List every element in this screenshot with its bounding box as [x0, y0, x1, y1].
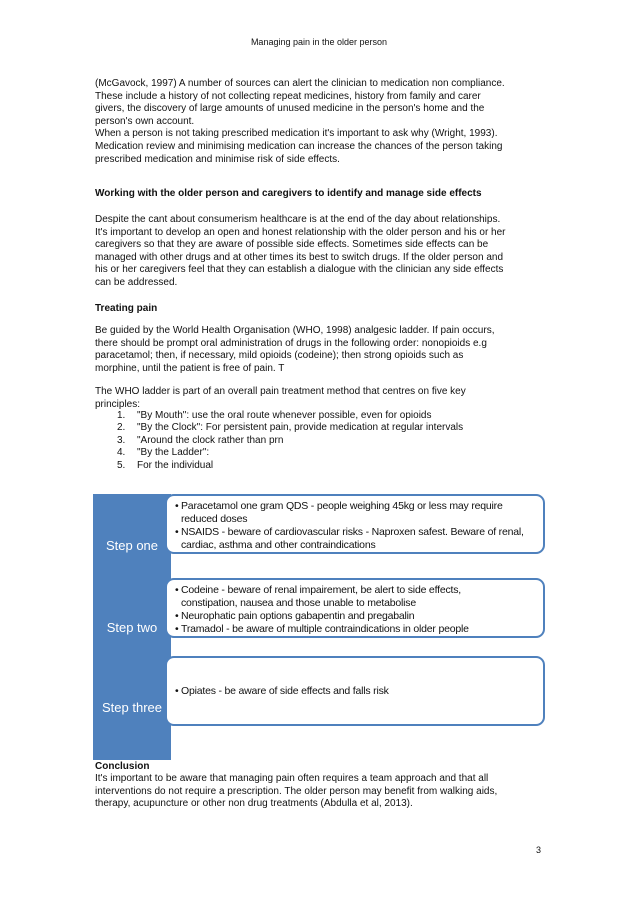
bullet-icon: •: [175, 623, 179, 635]
step-two-bullets: [175, 584, 547, 636]
list-text: "By the Ladder":: [137, 447, 210, 459]
bullet-icon: •: [175, 610, 179, 622]
body-paragraph: [95, 386, 550, 411]
intro-paragraph: [95, 78, 550, 166]
step-two-box: [93, 578, 171, 656]
step-one-box: [93, 494, 171, 578]
text-line: It's important to be aware that managing pain often requires a team approach and that all: [95, 773, 489, 784]
list-number: 4.: [117, 447, 126, 459]
step-three-box: [93, 656, 171, 760]
section-heading: Working with the older person and caregivers to identify and manage side effects: [95, 188, 482, 199]
section-heading: Conclusion: [95, 761, 150, 772]
conclusion-paragraph: [95, 773, 550, 811]
list-number: 5.: [117, 459, 126, 471]
text-line: When a person is not taking prescribed medication it's important to ask why (Wright, 1993).: [95, 128, 498, 140]
bullet-text: Tramadol - be aware of multiple contraindications in older people: [181, 623, 469, 635]
bullet-text: Codeine - beware of renal impairement, be alert to side effects,: [181, 584, 461, 596]
text-line: principles:: [95, 398, 141, 410]
text-line: These include a history of not collecting repeat medicines, history from family and carer: [95, 90, 481, 102]
bullet-item: [175, 584, 547, 597]
list-text: "By Mouth": use the oral route whenever possible, even for opioids: [137, 410, 432, 421]
list-item: [117, 410, 547, 422]
text-line: morphine, until the patient is free of pain. T: [95, 362, 285, 374]
list-item: [117, 447, 547, 459]
section-heading: Treating pain: [95, 303, 158, 314]
text-line: caregivers so that they are aware of possible side effects. Sometimes side effects can be: [95, 239, 489, 251]
text-line: paracetamol; then, if necessary, mild opioids (codeine); then strong opioids such as: [95, 350, 464, 362]
list-text: "By the Clock": For persistent pain, provide medication at regular intervals: [137, 422, 464, 434]
text-line: The WHO ladder is part of an overall pain treatment method that centres on five key: [95, 386, 466, 397]
principles-list: [117, 410, 547, 472]
bullet-icon: •: [175, 685, 179, 697]
text-line: person's own account.: [95, 115, 195, 127]
text-line: his or her caregivers feel that they can establish a dialogue with the clinician any side effects: [95, 264, 504, 276]
bullet-item: [175, 500, 547, 513]
bullet-icon: •: [175, 526, 179, 538]
body-paragraph: [95, 325, 550, 375]
bullet-item: [175, 526, 547, 539]
list-item: [117, 422, 547, 434]
step-label: Step one: [105, 538, 159, 553]
bullet-icon: •: [175, 500, 179, 512]
list-number: 3.: [117, 434, 126, 446]
text-line: therapy, acupuncture or other non drug treatments (Abdulla et al, 2013).: [95, 798, 413, 810]
bullet-continuation: [175, 513, 547, 526]
bullet-text: NSAIDS - beware of cardiovascular risks - Naproxen safest. Beware of renal,: [181, 526, 524, 538]
text-line: It's important to develop an open and honest relationship with the older person and his or her: [95, 226, 506, 238]
bullet-item: [175, 610, 547, 623]
text-line: managed with other drugs and at other times its best to switch drugs. If the older person and: [95, 251, 504, 263]
text-line: can be addressed.: [95, 276, 178, 288]
bullet-continuation: [175, 597, 547, 610]
bullet-continuation: [175, 539, 547, 552]
text-line: givers, the discovery of large amounts of unused medicine in the person's home and the: [95, 103, 485, 115]
bullet-item: [175, 685, 547, 698]
text-line: Medication review and minimising medication can increase the chances of the person taking: [95, 140, 503, 152]
page-number: 3: [536, 845, 542, 855]
bullet-icon: •: [175, 584, 179, 596]
step-three-bullets: [175, 685, 547, 698]
list-item: [117, 435, 547, 447]
bullet-text: Opiates - be aware of side effects and falls risk: [181, 685, 389, 697]
text-line: Despite the cant about consumerism healthcare is at the end of the day about relationships.: [95, 214, 501, 225]
bullet-text: constipation, nausea and those unable to metabolise: [181, 597, 416, 609]
list-number: 2.: [117, 422, 126, 434]
text-line: (McGavock, 1997) A number of sources can alert the clinician to medication non compliance.: [95, 78, 505, 89]
step-label: Step three: [102, 700, 162, 715]
step-label: Step two: [106, 620, 158, 635]
body-paragraph: [95, 214, 550, 290]
list-text: "Around the clock rather than prn: [137, 434, 284, 446]
bullet-item: [175, 623, 547, 636]
list-text: For the individual: [137, 459, 214, 471]
text-line: there should be prompt oral administration of drugs in the following order: nonopioids e.g: [95, 337, 487, 349]
bullet-text: reduced doses: [181, 513, 248, 525]
page-header: Managing pain in the older person: [250, 37, 388, 47]
bullet-text: Neurophatic pain options gabapentin and pregabalin: [181, 610, 415, 622]
text-line: prescribed medication and minimise risk of side effects.: [95, 153, 340, 165]
bullet-text: Paracetamol one gram QDS - people weighing 45kg or less may require: [181, 500, 503, 512]
bullet-text: cardiac, asthma and other contraindications: [181, 539, 376, 551]
text-line: Be guided by the World Health Organisation (WHO, 1998) analgesic ladder. If pain occurs,: [95, 325, 495, 336]
step-one-bullets: [175, 500, 547, 552]
text-line: interventions do not require a prescription. The older person may benefit from walking aids,: [95, 785, 498, 797]
list-item: [117, 460, 547, 472]
list-number: 1.: [117, 410, 126, 421]
